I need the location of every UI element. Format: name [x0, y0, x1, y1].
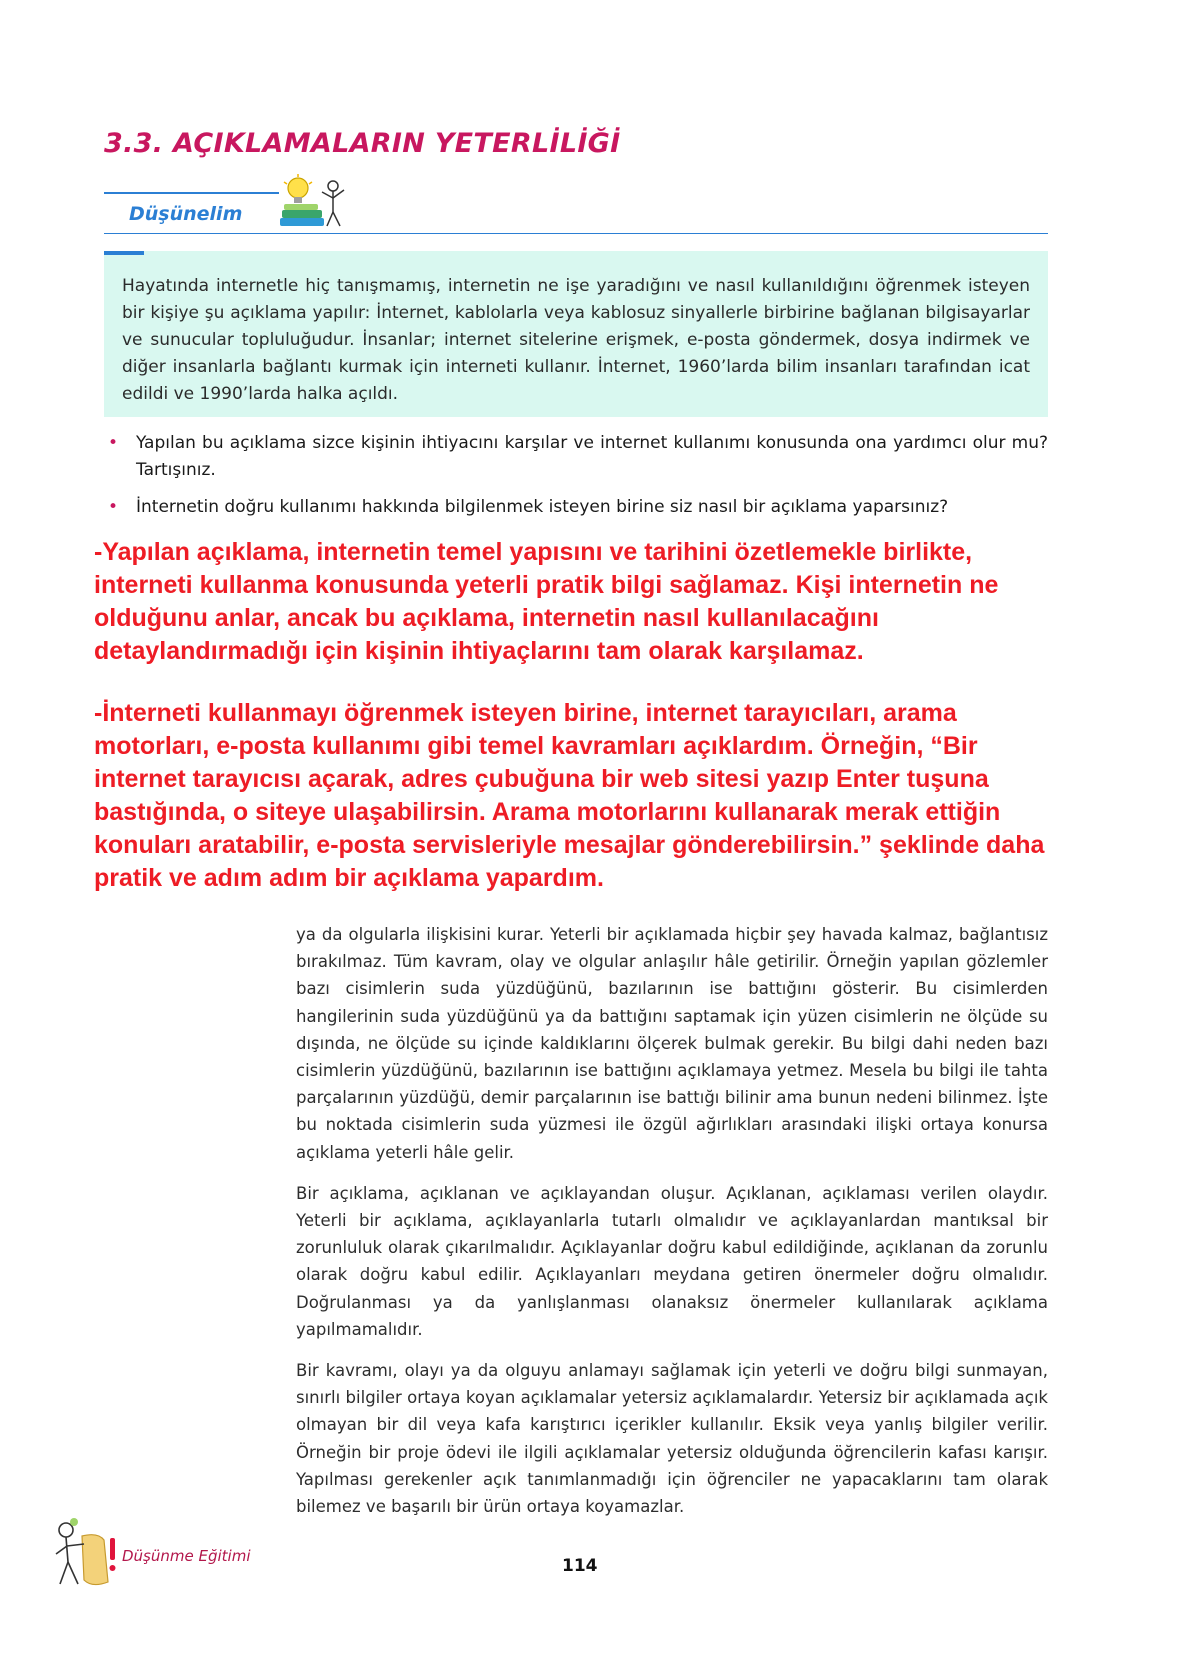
info-box-text: Hayatında internetle hiç tanışmamış, internetin ne işe yaradığını ve nasıl kullanıldığını öğrenmek isteyen bir kişiye şu açıklama yapılır: İnternet, kablolarla veya kablosuz sinyallerle birbirine bağlanan bilgisayarlar ve sunucular topluluğudur. İnsanlar; internet sitelerine erişmek, e-posta göndermek, dosya indirmek ve diğer insanlarla bağlantı kurmak için interneti kullanır. İnternet, 1960’larda bilim insanları tarafından icat edildi ve 1990’larda halka açıldı.: [122, 276, 1030, 404]
question-list: [104, 430, 1048, 531]
body-paragraph: Bir açıklama, açıklanan ve açıklayandan oluşur. Açıklanan, açıklaması verilen olaydır. Yeterli bir açıklama, açıklayanlarla tutarlı olmalıdır ve açıklayanlardan mantıksal bir zorunluluk olarak çıkarılmalıdır. Açıklayanlar doğru kabul edildiğinde, açıklanan da zorunlu olarak doğru kabul edilir. Açıklayanları meydana getiren önermeler doğru olmalıdır. Doğrulanması ya da yanlışlanması olanaksız önermeler kullanılarak açıklama yapılmamalıdır.: [296, 1183, 1048, 1339]
question-item: [104, 430, 1048, 484]
info-box: [104, 251, 1048, 417]
question-item: [104, 494, 1048, 521]
think-label: Düşünelim: [129, 203, 243, 225]
body-paragraph: ya da olgularla ilişkisini kurar. Yeterli bir açıklamada hiçbir şey havada kalmaz, bağlantısız bırakılmaz. Tüm kavram, olay ve olgular anlaşılır hâle getirilir. Örneğin yapılan gözlemler bazı cisimlerin suda yüzdüğünü, bazılarının ise battığını gösterir. Bu cisimlerden hangilerinin suda yüzdüğünü ya da battığını saptamak için yüzen cisimlerin ne ölçüde su dışında, ne ölçüde su içinde kaldıklarını ölçerek bulmak gerekir. Bu bilgi dahi neden bazı cisimlerin yüzdüğünü, bazılarının ise battığını açıklamaya yetmez. Mesela bu bilgi ile tahta parçalarının yüzdüğü, demir parçalarının ise battığı bilinir ama bunun nedeni bilinmez. İşte bu noktada cisimlerin suda yüzmesi ile özgül ağırlıkları arasındaki ilişki ortaya konursa açıklama yeterli hâle gelir.: [296, 925, 1048, 1162]
bullet-icon: •: [108, 433, 119, 453]
divider: [104, 233, 1048, 234]
page-number: 114: [562, 1556, 598, 1576]
answer-text: -İnterneti kullanmayı öğrenmek isteyen birine, internet tarayıcıları, arama motorları, e-posta kullanımı gibi temel kavramları açıklardım. Örneğin, “Bir internet tarayıcısı açarak, adres çubuğuna bir web sitesi yazıp Enter tuşuna bastığında, o siteye ulaşabilirsin. Arama motorlarını kullanarak merak ettiğin konuları aratabilir, e-posta servisleriyle mesajlar gönderebilirsin.” şeklinde daha pratik ve adım adım bir açıklama yapardım.: [94, 699, 1045, 892]
accent-bar: [104, 251, 144, 255]
book-title: Düşünme Eğitimi: [122, 1547, 251, 1565]
question-text: Yapılan bu açıklama sizce kişinin ihtiyacını karşılar ve internet kullanımı konusunda ona yardımcı olur mu? Tartışınız.: [136, 433, 1048, 480]
bullet-icon: •: [108, 497, 119, 517]
answer-text: -Yapılan açıklama, internetin temel yapısını ve tarihini özetlemekle birlikte, interneti kullanma konusunda yeterli pratik bilgi sağlamaz. Kişi internetin ne olduğunu anlar, ancak bu açıklama, internetin nasıl kullanılacağını detaylandırmadığı için kişinin ihtiyaçlarını tam olarak karşılamaz.: [94, 538, 999, 665]
lightbulb-books-icon: [278, 174, 350, 232]
section-title: 3.3. AÇIKLAMALARIN YETERLİLİĞİ: [104, 128, 621, 159]
body-paragraph: Bir kavramı, olayı ya da olguyu anlamayı sağlamak için yeterli ve doğru bilgi sunmayan, sınırlı bilgiler ortaya koyan açıklamalar yetersiz açıklamalardır. Yetersiz bir açıklamada açık olmayan bir dil veya kafa karıştırıcı içerikler kullanılır. Eksik veya yanlış bilgiler verilir. Örneğin bir proje ödevi ile ilgili açıklamalar yetersiz olduğunda öğrencilerin kafası karışır. Yapılması gerekenler açık tanımlanmadığı için öğrenciler ne yapacaklarını tam olarak bilemez ve başarılı bir ürün ortaya koyamazlar.: [296, 1361, 1048, 1517]
question-text: İnternetin doğru kullanımı hakkında bilgilenmek isteyen birine siz nasıl bir açıklama yaparsınız?: [136, 497, 949, 517]
thinking-figure-logo-icon: [52, 1516, 122, 1590]
body-text: [296, 921, 1048, 1534]
divider: [104, 192, 279, 194]
